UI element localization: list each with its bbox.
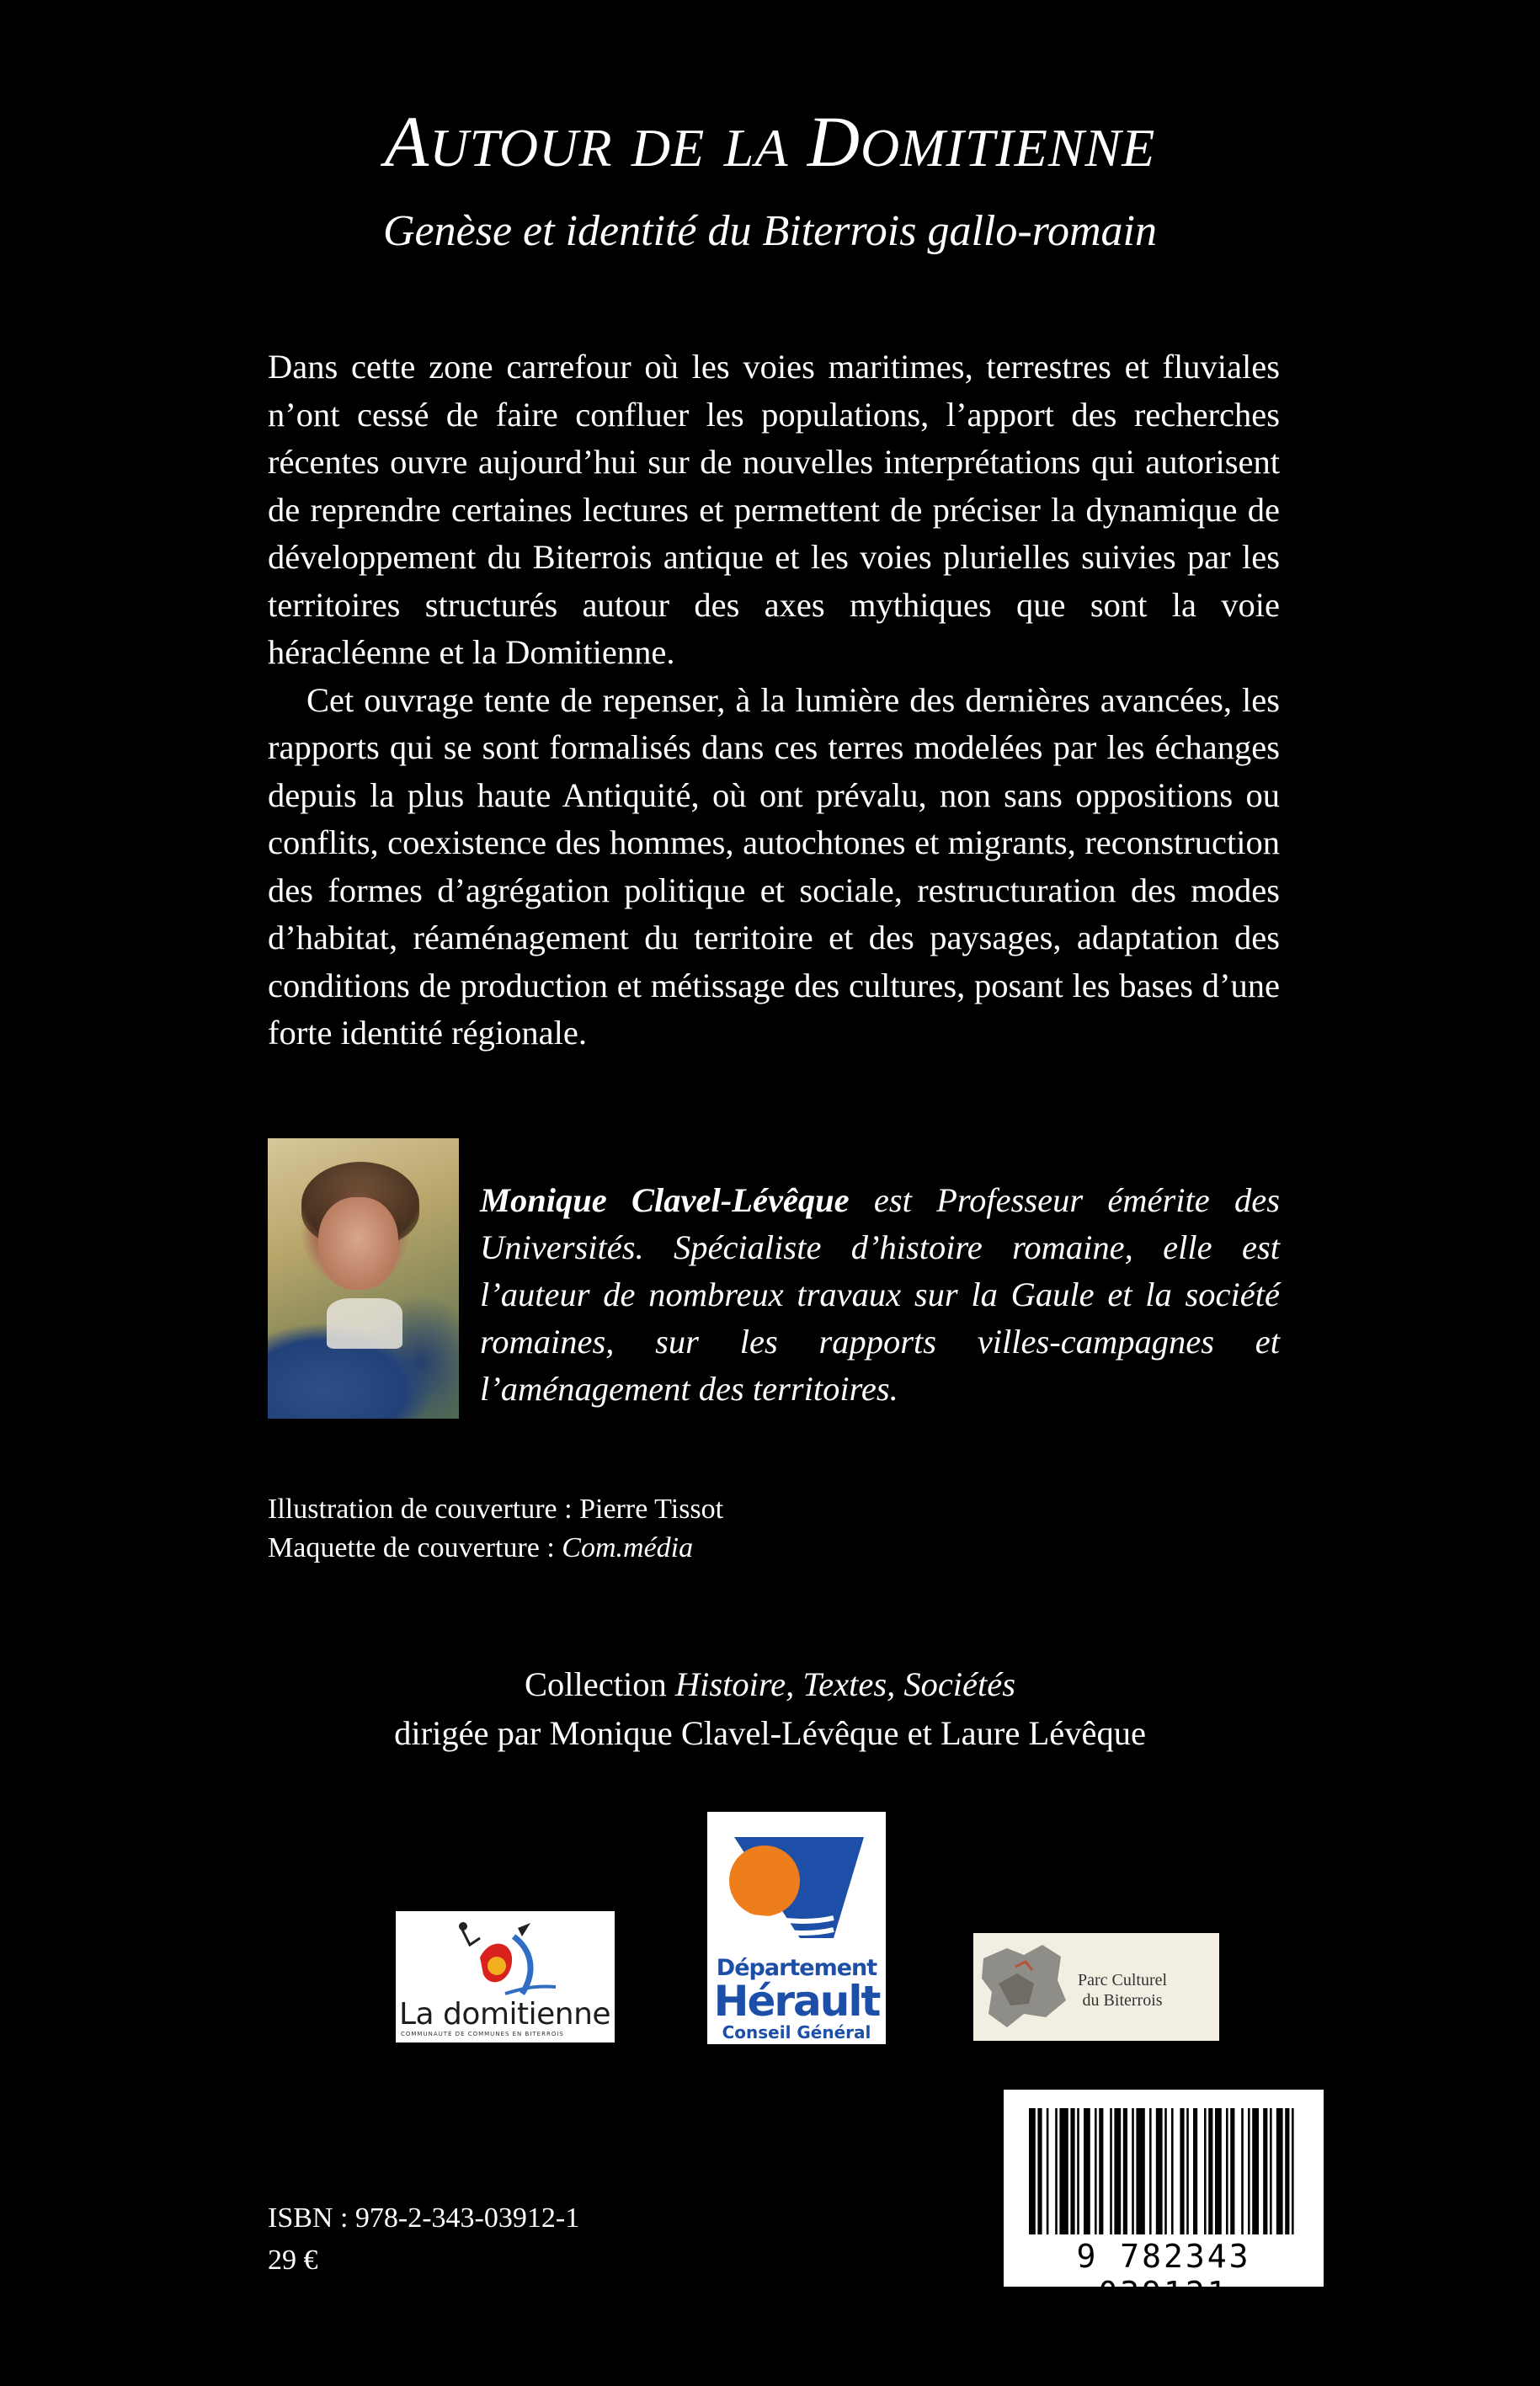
book-description bbox=[268, 344, 1280, 1057]
herault-line-2: Hérault bbox=[713, 1977, 880, 2026]
herault-logo bbox=[707, 1812, 886, 2044]
description-paragraph-1: Dans cette zone carrefour où les voies maritimes, terrestres et fluviales n’ont cessé de faire confluer les populations, l’apport des recherches récentes ouvre aujourd’hui sur de nouvelles interprétations qui autorisent de reprendre certaines lectures et permettent de préciser la dynamique de développement du Biterrois antique et les voies plurielles suivies par les territoires structurés autour des axes mythiques que sont la voie héracléenne et la Domitienne. bbox=[268, 348, 1280, 671]
domitienne-emblem-icon bbox=[396, 1911, 615, 2004]
book-title: AUTOUR DE LA DOMITIENNE bbox=[384, 101, 1156, 182]
author-name: Monique Clavel-Lévêque bbox=[480, 1181, 850, 1219]
domitienne-tagline: COMMUNAUTÉ DE COMMUNES EN BITERROIS bbox=[401, 2031, 564, 2037]
author-bio bbox=[480, 1177, 1280, 1413]
collection-name: Collection Histoire, Textes, Sociétés bbox=[524, 1665, 1016, 1703]
herault-line-1: Département bbox=[716, 1955, 877, 1981]
author-bio-text: est Professeur émérite des Universités. Spécialiste d’histoire romaine, elle est l’auteur de nombreux travaux sur la Gaule et la société romaines, sur les rapports villes-campagnes et l’aménagement des territoires. bbox=[480, 1181, 1280, 1408]
book-subtitle: Genèse et identité du Biterrois gallo-romain bbox=[383, 207, 1157, 255]
author-photo bbox=[268, 1138, 459, 1419]
herault-line-3: Conseil Général bbox=[722, 2022, 871, 2042]
collection-info bbox=[0, 1660, 1540, 1758]
parc-name: Parc Culturel du Biterrois bbox=[1078, 1971, 1168, 2010]
biterrois-map-icon bbox=[973, 1933, 1074, 2041]
illustration-credit: Illustration de couverture : Pierre Tissot bbox=[268, 1494, 724, 1525]
isbn-block bbox=[268, 2197, 579, 2282]
barcode bbox=[1004, 2090, 1324, 2312]
cover-credits bbox=[268, 1490, 723, 1568]
maquette-credit: Maquette de couverture : Com.média bbox=[268, 1532, 694, 1563]
la-domitienne-logo bbox=[396, 1911, 615, 2042]
barcode-digits: 9 782343 039121 bbox=[1076, 2238, 1251, 2312]
collection-directors: dirigée par Monique Clavel-Lévêque et Laure Lévêque bbox=[394, 1714, 1146, 1752]
domitienne-name: La domitienne bbox=[399, 1997, 611, 2032]
description-paragraph-2: Cet ouvrage tente de repenser, à la lumière des dernières avancées, les rapports qui se sont formalisés dans ces terres modelées par les échanges depuis la plus haute Antiquité, où ont prévalu, non sans oppositions ou conflits, coexistence des hommes, autochtones et migrants, reconstruction des formes d’agrégation politique et sociale, restructuration des modes d’habitat, réaménagement du territoire et des paysages, adaptation des conditions de production et métissage des cultures, posant les bases d’une forte identité régionale. bbox=[268, 680, 1280, 1052]
author-photo-collar bbox=[327, 1298, 402, 1349]
isbn: ISBN : 978-2-343-03912-1 bbox=[268, 2202, 580, 2234]
barcode-bars-icon bbox=[1004, 2090, 1324, 2241]
price: 29 € bbox=[268, 2245, 318, 2276]
herault-emblem-icon bbox=[707, 1812, 886, 1955]
parc-culturel-logo bbox=[973, 1933, 1219, 2041]
author-photo-face bbox=[318, 1197, 398, 1290]
